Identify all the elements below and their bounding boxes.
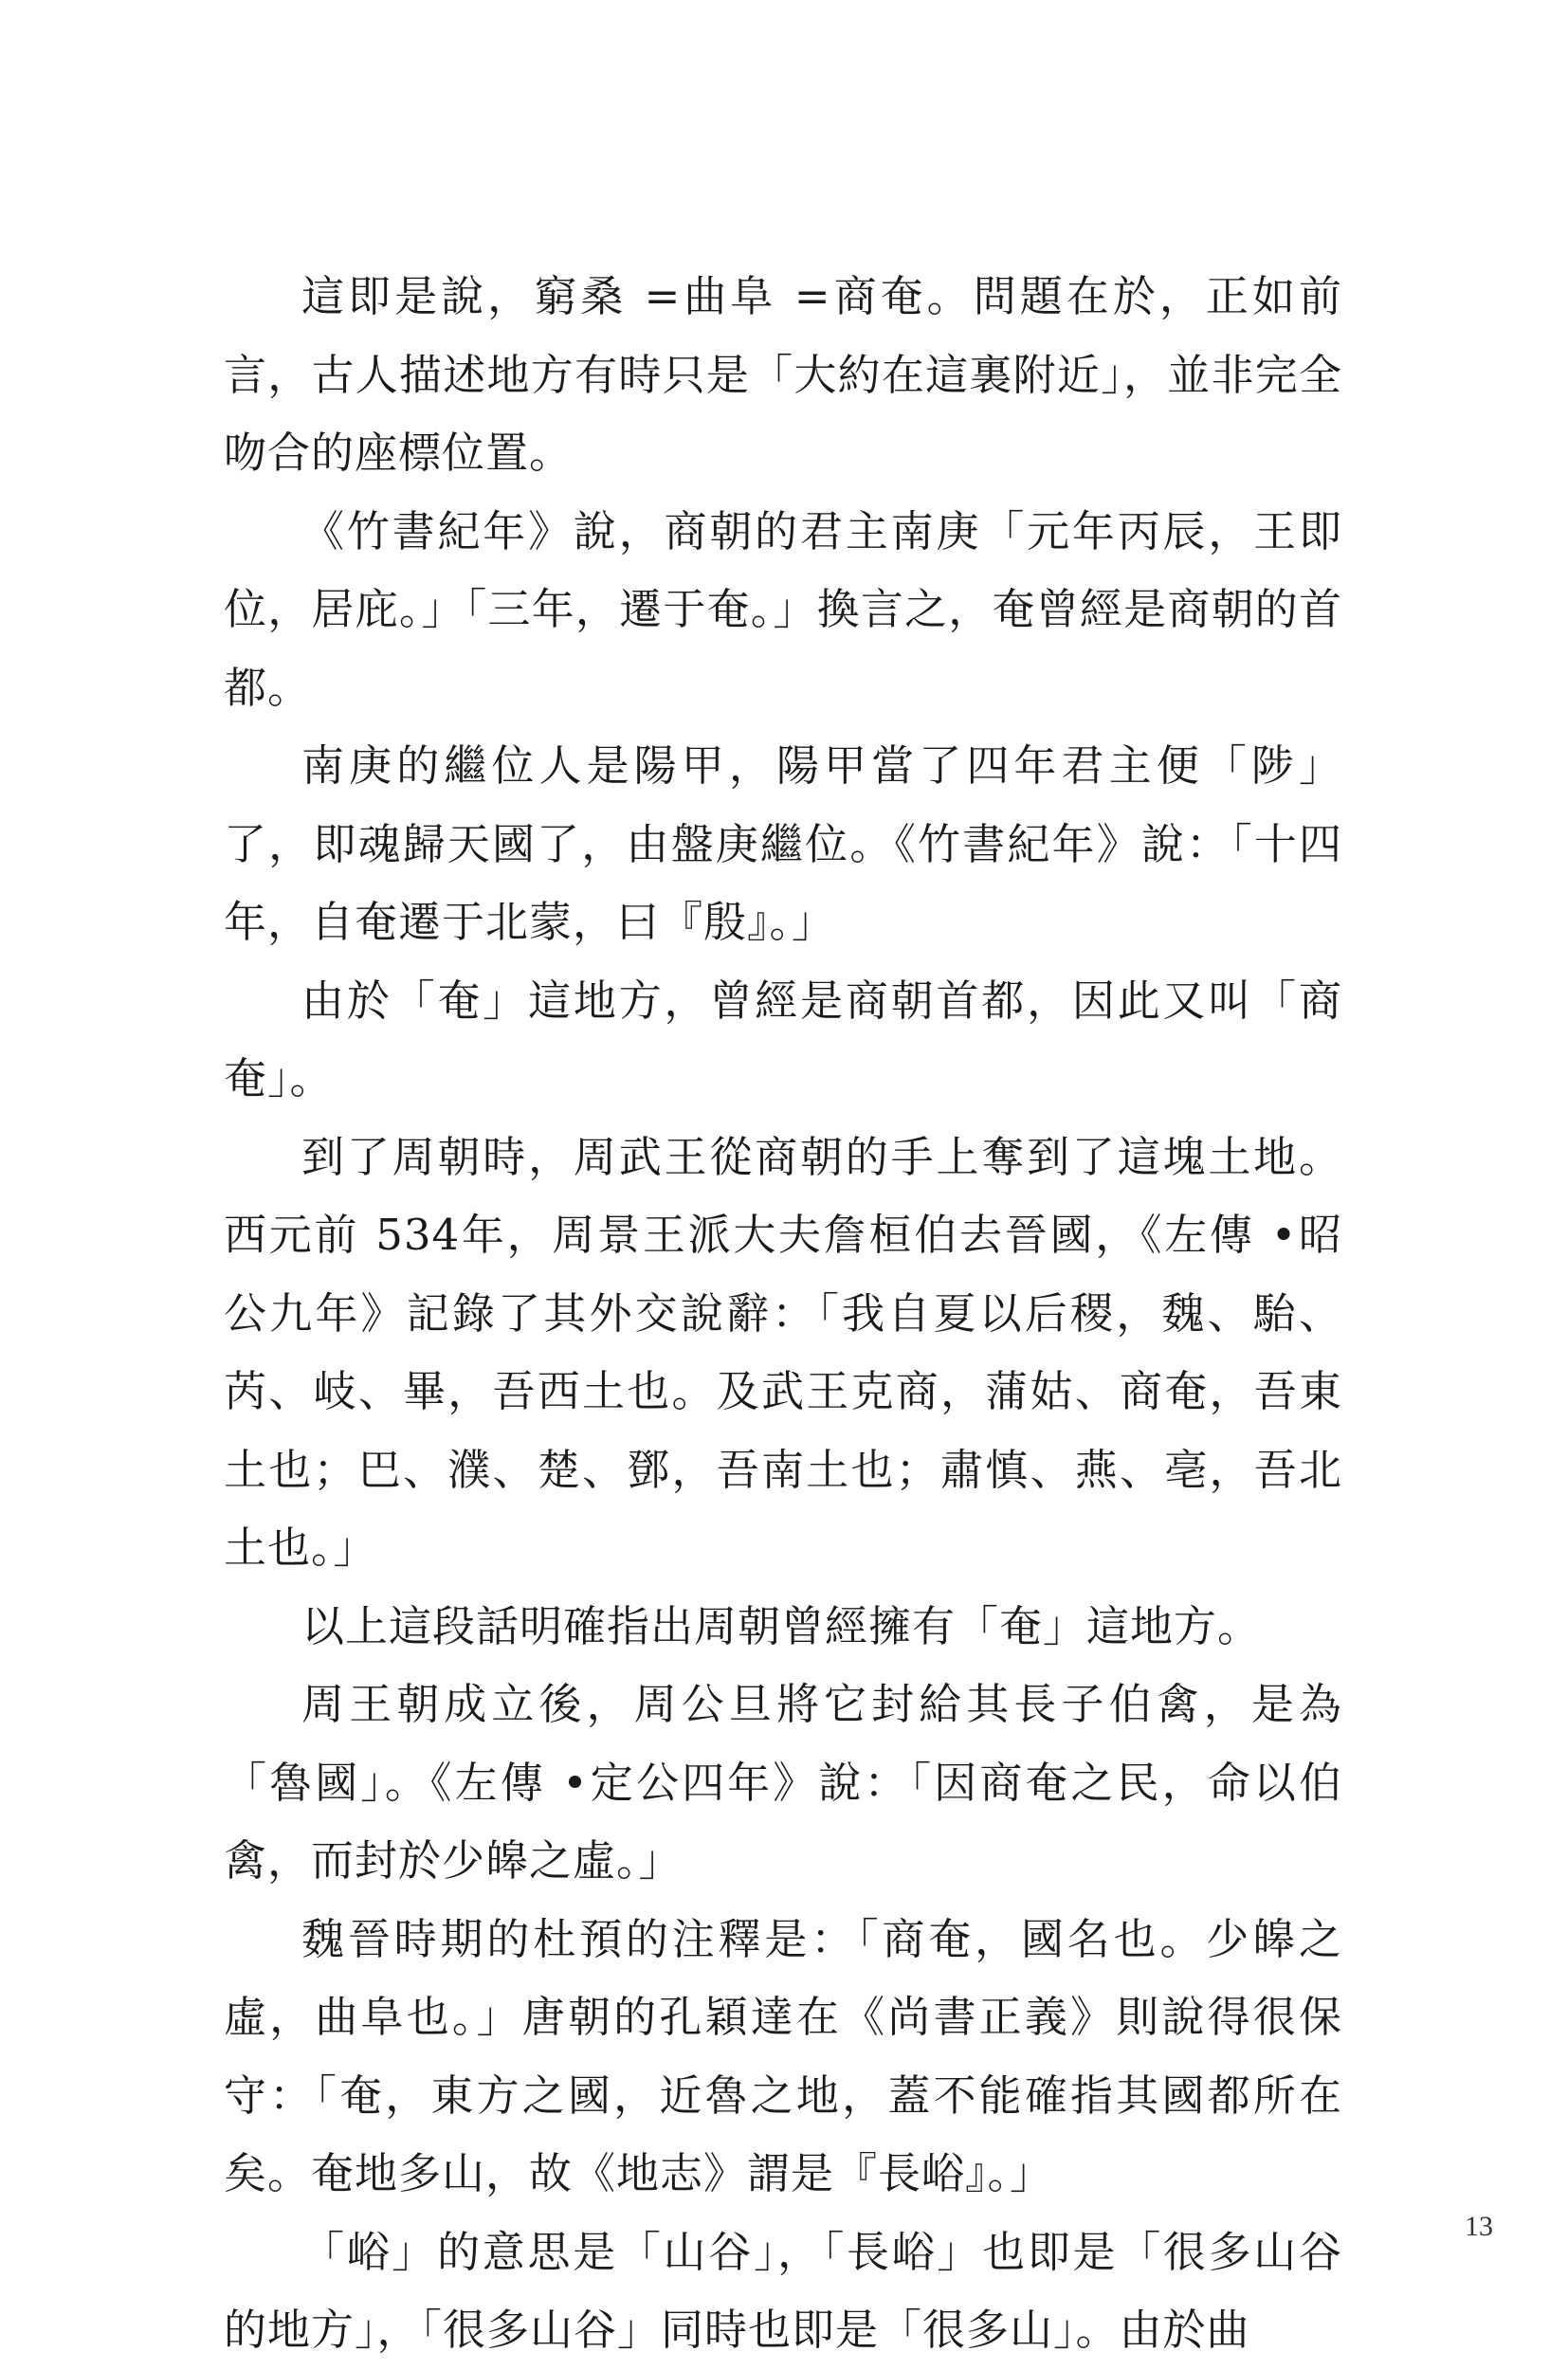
- page-body: [224, 258, 1342, 2370]
- paragraph-7: 周王朝成立後，周公旦將它封給其長子伯禽，是為「魯國」。《左傳 •定公四年》說：「因商奄之民，命以伯禽，而封於少皞之虛。」: [224, 1679, 1342, 1886]
- page-number: 13: [1465, 2211, 1493, 2242]
- paragraph-1: 這即是說，窮桑 =曲阜 =商奄。問題在於，正如前言，古人描述地方有時只是「大約在這裏附近」，並非完全吻合的座標位置。: [224, 271, 1342, 478]
- paragraph-9: 「峪」的意思是「山谷」，「長峪」也即是「很多山谷的地方」，「很多山谷」同時也即是「很多山」。由於曲: [224, 2226, 1342, 2355]
- paragraph-2: 《竹書紀年》說，商朝的君主南庚「元年丙辰，王即位，居庇。」「三年，遷于奄。」換言之，奄曾經是商朝的首都。: [224, 505, 1342, 713]
- paragraph-4: 由於「奄」這地方，曾經是商朝首都，因此又叫「商奄」。: [224, 975, 1342, 1103]
- paragraph-6: 以上這段話明確指出周朝曾經擁有「奄」這地方。: [301, 1600, 1262, 1651]
- paragraph-5: 到了周朝時，周武王從商朝的手上奪到了這塊土地。西元前 534年，周景王派大夫詹桓伯去晉國，《左傳 •昭公九年》記錄了其外交說辭：「我自夏以后稷，魏、駘、芮、岐、畢，吾西土也。及武王克商，蒲姑、商奄，吾東土也；巴、濮、楚、鄧，吾南土也；肅慎、燕、亳，吾北土也。」: [224, 1131, 1342, 1573]
- paragraph-8: 魏晉時期的杜預的注釋是：「商奄，國名也。少皞之虛，曲阜也。」唐朝的孔穎達在《尚書正義》則說得很保守：「奄，東方之國，近魯之地，蓋不能確指其國都所在矣。奄地多山，故《地志》謂是『長峪』。」: [224, 1913, 1342, 2198]
- paragraph-3: 南庚的繼位人是陽甲，陽甲當了四年君主便「陟」了，即魂歸天國了，由盤庚繼位。《竹書紀年》說：「十四年，自奄遷于北蒙，曰『殷』。」: [224, 740, 1342, 947]
